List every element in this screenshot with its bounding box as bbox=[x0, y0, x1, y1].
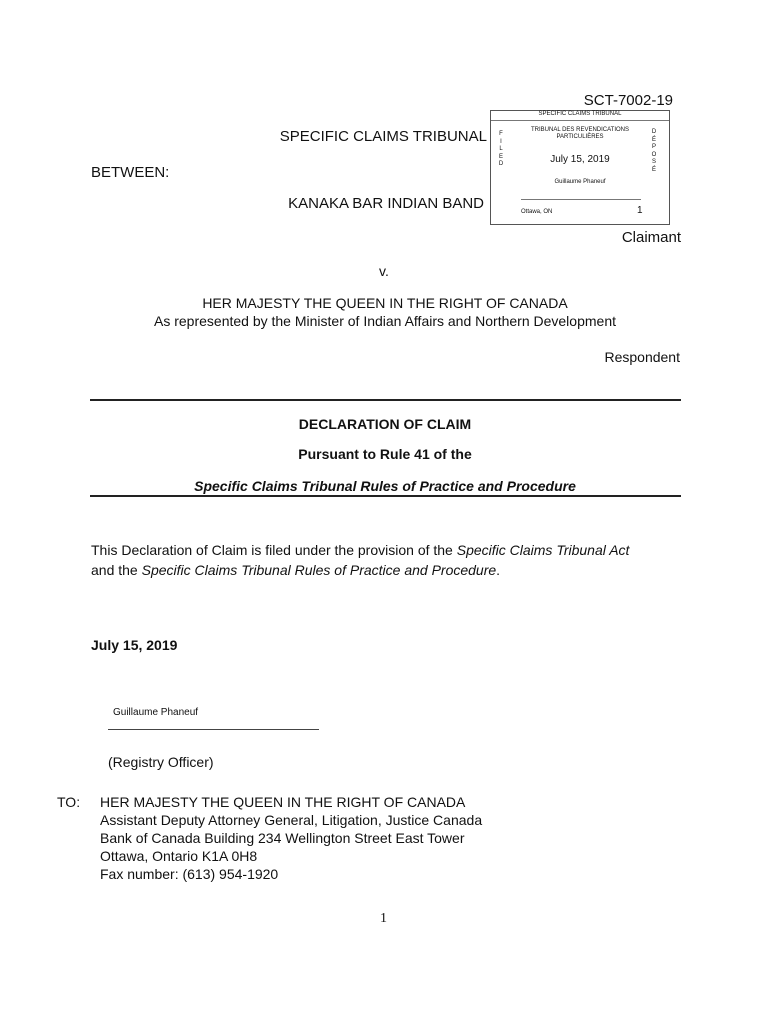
respondent-represented: As represented by the Minister of Indian Affairs and Northern Development bbox=[154, 313, 616, 329]
rules-title: Specific Claims Tribunal Rules of Practice and Procedure bbox=[194, 478, 576, 494]
claimant-name: KANAKA BAR INDIAN BAND bbox=[288, 195, 484, 212]
signature-line bbox=[108, 729, 319, 730]
stamp-title-en: SPECIFIC CLAIMS TRIBUNAL bbox=[538, 111, 622, 117]
stamp-title-fr-2: PARTICULIÈRES bbox=[556, 134, 604, 140]
filing-stamp bbox=[490, 110, 670, 225]
title-bottom-rule bbox=[90, 495, 681, 497]
between-label: BETWEEN: bbox=[91, 164, 170, 181]
stamp-filed-column: F I L E D bbox=[498, 131, 504, 167]
stamp-depose-column: D É P O S É bbox=[651, 129, 657, 173]
body-line-1: This Declaration of Claim is filed under the provision of the Specific Claims Tribunal Act bbox=[91, 542, 630, 558]
body-line-2: and the Specific Claims Tribunal Rules of Practice and Procedure. bbox=[91, 562, 501, 578]
title-top-rule bbox=[90, 399, 681, 401]
declaration-title: DECLARATION OF CLAIM bbox=[298, 416, 472, 432]
to-line-3: Bank of Canada Building 234 Wellington Street East Tower bbox=[100, 830, 465, 846]
to-line-5: Fax number: (613) 954-1920 bbox=[100, 866, 279, 882]
stamp-divider-bottom bbox=[521, 199, 641, 200]
declaration-subtitle: Pursuant to Rule 41 of the bbox=[298, 446, 472, 462]
to-label: TO: bbox=[57, 794, 81, 810]
respondent-role: Respondent bbox=[604, 349, 680, 365]
stamp-number: 1 bbox=[637, 205, 643, 216]
declaration-date: July 15, 2019 bbox=[91, 637, 178, 653]
tribunal-name: SPECIFIC CLAIMS TRIBUNAL bbox=[279, 128, 487, 145]
to-line-1: HER MAJESTY THE QUEEN IN THE RIGHT OF CANADA bbox=[100, 794, 466, 810]
respondent-name: HER MAJESTY THE QUEEN IN THE RIGHT OF CANADA bbox=[202, 295, 568, 311]
to-line-2: Assistant Deputy Attorney General, Litigation, Justice Canada bbox=[100, 812, 483, 828]
stamp-officer: Guillaume Phaneuf bbox=[554, 179, 606, 185]
stamp-title-fr-1: TRIBUNAL DES REVENDICATIONS bbox=[530, 127, 629, 133]
stamp-divider-top bbox=[491, 120, 669, 121]
file-number: SCT-7002-19 bbox=[583, 92, 673, 109]
versus: v. bbox=[379, 263, 389, 279]
to-line-4: Ottawa, Ontario K1A 0H8 bbox=[100, 848, 258, 864]
stamp-location: Ottawa, ON bbox=[521, 209, 553, 215]
claimant-role: Claimant bbox=[621, 229, 681, 246]
stamp-date: July 15, 2019 bbox=[550, 154, 610, 165]
signature-role: (Registry Officer) bbox=[108, 754, 214, 770]
signature-name: Guillaume Phaneuf bbox=[113, 707, 199, 718]
page-number: 1 bbox=[380, 911, 387, 926]
